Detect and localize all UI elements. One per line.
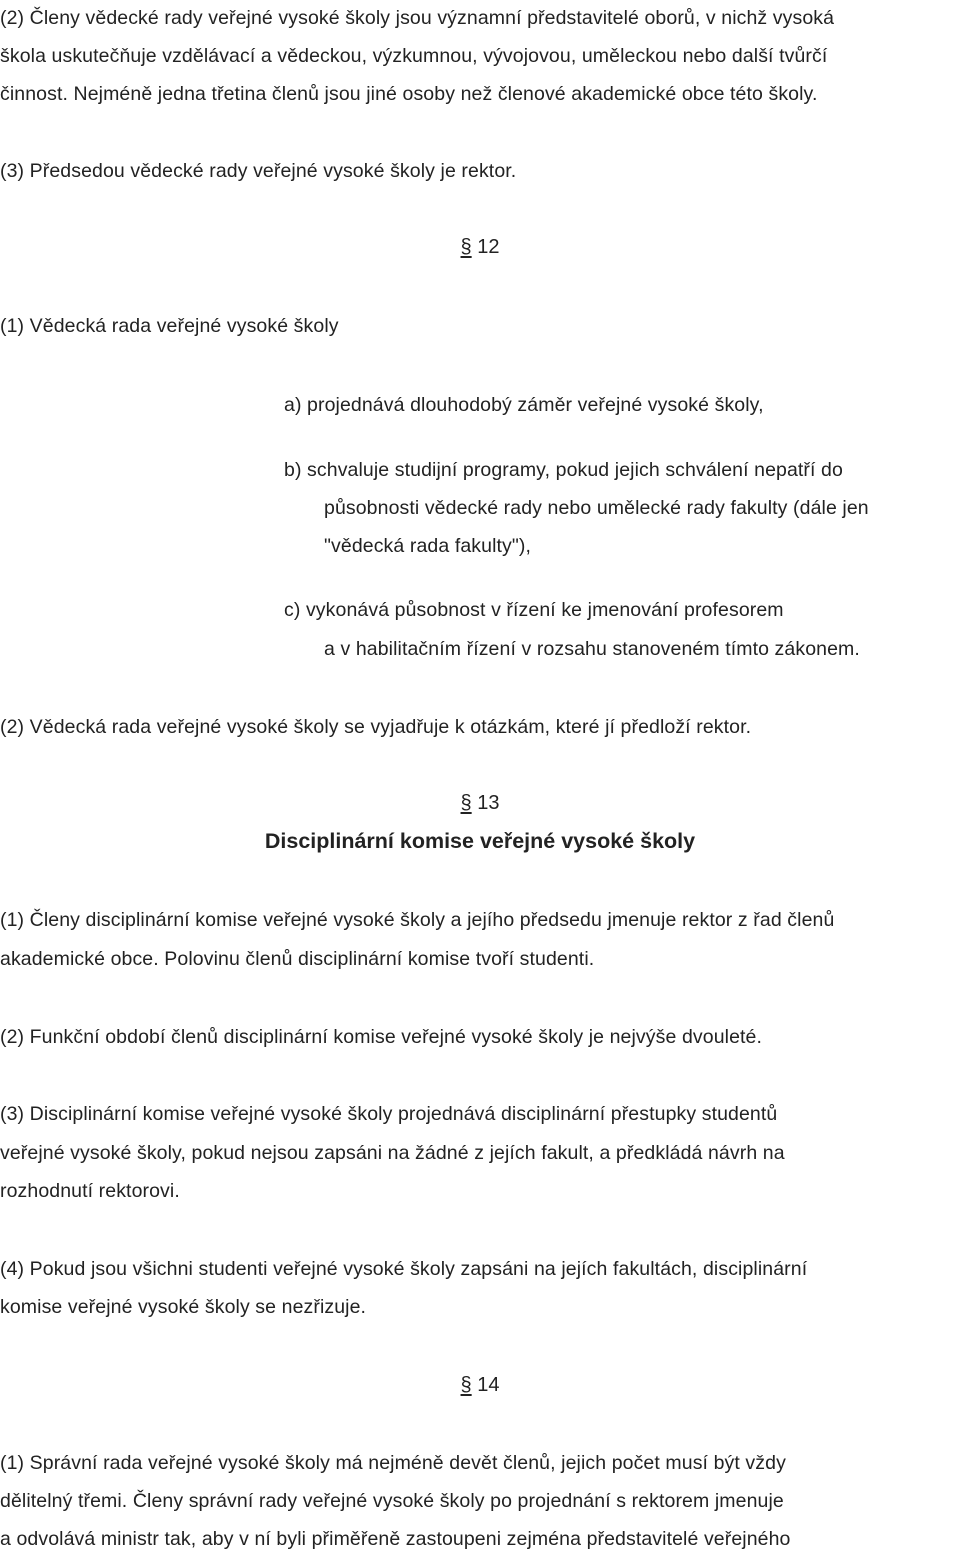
section-heading-13 — [0, 790, 960, 816]
paragraph-line: (2) Členy vědecké rady veřejné vysoké školy jsou významní představitelé oborů, v nichž vysoká — [0, 7, 835, 29]
paragraph-line: (3) Disciplinární komise veřejné vysoké školy projednává disciplinární přestupky studentů — [0, 1103, 778, 1125]
section-number: 12 — [471, 236, 500, 258]
paragraph-line: (2) Funkční období členů disciplinární komise veřejné vysoké školy je nejvýše dvouleté. — [0, 1026, 762, 1048]
section-sign: § — [460, 236, 472, 258]
section-heading-12 — [0, 234, 960, 260]
paragraph-line: (3) Předsedou vědecké rady veřejné vysoké školy je rektor. — [0, 160, 517, 182]
list-item-a: a) projednává dlouhodobý záměr veřejné vysoké školy, — [284, 394, 764, 416]
list-item-b-cont: působnosti vědecké rady nebo umělecké rady fakulty (dále jen — [324, 497, 869, 519]
paragraph-line: rozhodnutí rektorovi. — [0, 1180, 180, 1202]
paragraph-line: škola uskutečňuje vzdělávací a vědeckou, výzkumnou, vývojovou, uměleckou nebo další tvůrčí — [0, 45, 828, 67]
paragraph-line: a odvolává ministr tak, aby v ní byli přiměřeně zastoupeni zejména představitelé veřejného — [0, 1528, 791, 1550]
paragraph-line: komise veřejné vysoké školy se nezřizuje. — [0, 1296, 367, 1318]
section-sign: § — [460, 792, 472, 814]
paragraph-line: veřejné vysoké školy, pokud nejsou zapsáni na žádné z jejích fakult, a předkládá návrh na — [0, 1142, 785, 1164]
paragraph-line: (2) Vědecká rada veřejné vysoké školy se vyjadřuje k otázkám, které jí předloží rektor. — [0, 716, 752, 738]
paragraph-line: dělitelný třemi. Členy správní rady veřejné vysoké školy po projednání s rektorem jmenuje — [0, 1490, 784, 1512]
paragraph-line: (4) Pokud jsou všichni studenti veřejné vysoké školy zapsáni na jejích fakultách, disciplinární — [0, 1258, 808, 1280]
section-sign: § — [460, 1374, 472, 1396]
paragraph-line: (1) Členy disciplinární komise veřejné vysoké školy a jejího předsedu jmenuje rektor z řad členů — [0, 909, 835, 931]
list-item-c: c) vykonává působnost v řízení ke jmenování profesorem — [284, 599, 784, 621]
paragraph-line: (1) Správní rada veřejné vysoké školy má nejméně devět členů, jejich počet musí být vždy — [0, 1452, 786, 1474]
list-item-b-cont: "vědecká rada fakulty"), — [324, 535, 532, 557]
section-number: 13 — [471, 792, 500, 814]
section-number: 14 — [471, 1374, 500, 1396]
list-item-c-cont: a v habilitačním řízení v rozsahu stanoveném tímto zákonem. — [324, 638, 860, 660]
paragraph-line: akademické obce. Polovinu členů disciplinární komise tvoří studenti. — [0, 948, 595, 970]
section-heading-14 — [0, 1372, 960, 1398]
paragraph-line: (1) Vědecká rada veřejné vysoké školy — [0, 315, 339, 337]
paragraph-line: činnost. Nejméně jedna třetina členů jsou jiné osoby než členové akademické obce této školy. — [0, 83, 818, 105]
list-item-b: b) schvaluje studijní programy, pokud jejich schválení nepatří do — [284, 459, 843, 481]
section-title: Disciplinární komise veřejné vysoké školy — [264, 829, 696, 853]
